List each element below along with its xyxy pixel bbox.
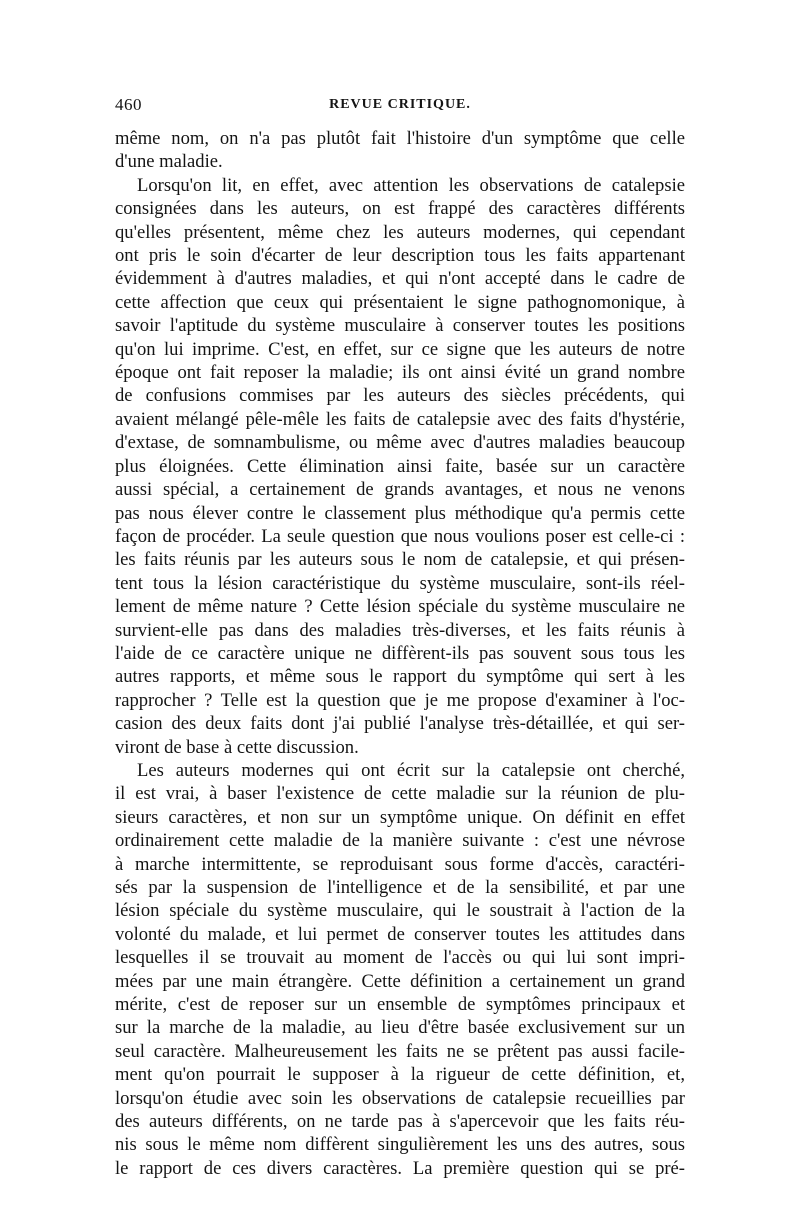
text-line: évidemment à d'autres maladies, et qui n'ont accepté dans le cadre de <box>115 268 685 290</box>
text-line: savoir l'aptitude du système musculaire à conserver toutes les positions <box>115 315 685 337</box>
text-line: avaient mélangé pêle-mêle les faits de catalepsie avec des faits d'hystérie, <box>115 408 685 430</box>
text-line: à marche intermittente, se reproduisant sous forme d'accès, caractéri- <box>115 853 685 875</box>
text-line: plus éloignées. Cette élimination ainsi faite, basée sur un caractère <box>115 455 685 477</box>
text-line: les faits réunis par les auteurs sous le nom de catalepsie, et qui présen- <box>115 549 685 571</box>
page-number: 460 <box>115 95 142 114</box>
text-line: d'extase, de somnambulisme, ou même avec d'autres maladies beaucoup <box>115 432 685 454</box>
text-line: ment qu'on pourrait le supposer à la rigueur de cette définition, et, <box>115 1064 685 1086</box>
text-line: cette affection que ceux qui présentaient le signe pathognomonique, à <box>115 291 685 313</box>
text-line: des auteurs différents, on ne tarde pas à s'apercevoir que les faits réu- <box>115 1111 685 1133</box>
text-line: lorsqu'on étudie avec soin les observations de catalepsie recueillies par <box>115 1087 685 1109</box>
text-line: sés par la suspension de l'intelligence et de la sensibilité, et par une <box>115 877 685 898</box>
text-line: survient-elle pas dans des maladies très-diverses, et les faits réunis à <box>115 619 685 641</box>
page-header <box>115 95 685 123</box>
text-line: mées par une main étrangère. Cette définition a certainement un grand <box>115 970 685 992</box>
text-line: nis sous le même nom diffèrent singulièrement les uns des autres, sous <box>115 1134 685 1156</box>
text-line: volonté du malade, et lui permet de conserver toutes les attitudes dans <box>115 923 685 945</box>
text-line: lesquelles il se trouvait au moment de l'accès ou qui lui sont impri- <box>115 947 685 969</box>
text-line: façon de procéder. La seule question que nous voulions poser est celle-ci : <box>115 525 685 547</box>
text-line: lement de même nature ? Cette lésion spéciale du système musculaire ne <box>115 596 685 618</box>
text-line: de confusions commises par les auteurs des siècles précédents, qui <box>115 385 685 407</box>
text-line: le rapport de ces divers caractères. La première question qui se pré- <box>115 1157 685 1179</box>
text-line: rapprocher ? Telle est la question que je me propose d'examiner à l'oc- <box>115 689 685 711</box>
text-line: seul caractère. Malheureusement les faits ne se prêtent pas aussi facile- <box>115 1040 685 1062</box>
text-line: viront de base à cette discussion. <box>115 736 359 758</box>
text-line: aussi spécial, a certainement de grands avantages, et nous ne venons <box>115 479 685 501</box>
text-line: sur la marche de la maladie, au lieu d'être basée exclusivement sur un <box>115 1017 685 1039</box>
text-line: sieurs caractères, et non sur un symptôme unique. On définit en effet <box>115 806 685 828</box>
running-title: REVUE CRITIQUE. <box>329 97 471 112</box>
text-line: Lorsqu'on lit, en effet, avec attention les observations de catalepsie <box>137 174 685 196</box>
text-line: mérite, c'est de reposer sur un ensemble de symptômes principaux et <box>115 994 685 1016</box>
text-line: autres rapports, et même sous le rapport du symptôme qui sert à les <box>115 666 685 688</box>
text-line: tent tous la lésion caractéristique du système musculaire, sont-ils réel- <box>115 572 685 594</box>
text-line: l'aide de ce caractère unique ne diffèrent-ils pas souvent sous tous les <box>115 642 685 664</box>
text-line: ordinairement cette maladie de la manière suivante : c'est une névrose <box>115 830 685 852</box>
text-line: pas nous élever contre le classement plus méthodique qu'a permis cette <box>115 502 685 524</box>
text-line: Les auteurs modernes qui ont écrit sur la catalepsie ont cherché, <box>137 759 685 781</box>
text-line: ont pris le soin d'écarter de leur description tous les faits appartenant <box>115 245 685 267</box>
text-line: qu'elles présentent, même chez les auteurs modernes, qui cependant <box>115 221 685 243</box>
body-text <box>115 127 685 1180</box>
text-line: casion des deux faits dont j'ai publié l'analyse très-détaillée, et qui ser- <box>115 713 685 735</box>
text-line: d'une maladie. <box>115 151 223 173</box>
text-line: époque ont fait reposer la maladie; ils ont ainsi évité un grand nombre <box>115 362 685 384</box>
text-line: il est vrai, à baser l'existence de cette maladie sur la réunion de plu- <box>115 783 685 805</box>
text-line: qu'on lui imprime. C'est, en effet, sur ce signe que les auteurs de notre <box>115 338 685 360</box>
text-line: même nom, on n'a pas plutôt fait l'histoire d'un symptôme que celle <box>115 128 685 149</box>
text-line: consignées dans les auteurs, on est frappé des caractères différents <box>115 198 685 220</box>
text-line: lésion spéciale du système musculaire, qui le soustrait à l'action de la <box>115 900 685 922</box>
